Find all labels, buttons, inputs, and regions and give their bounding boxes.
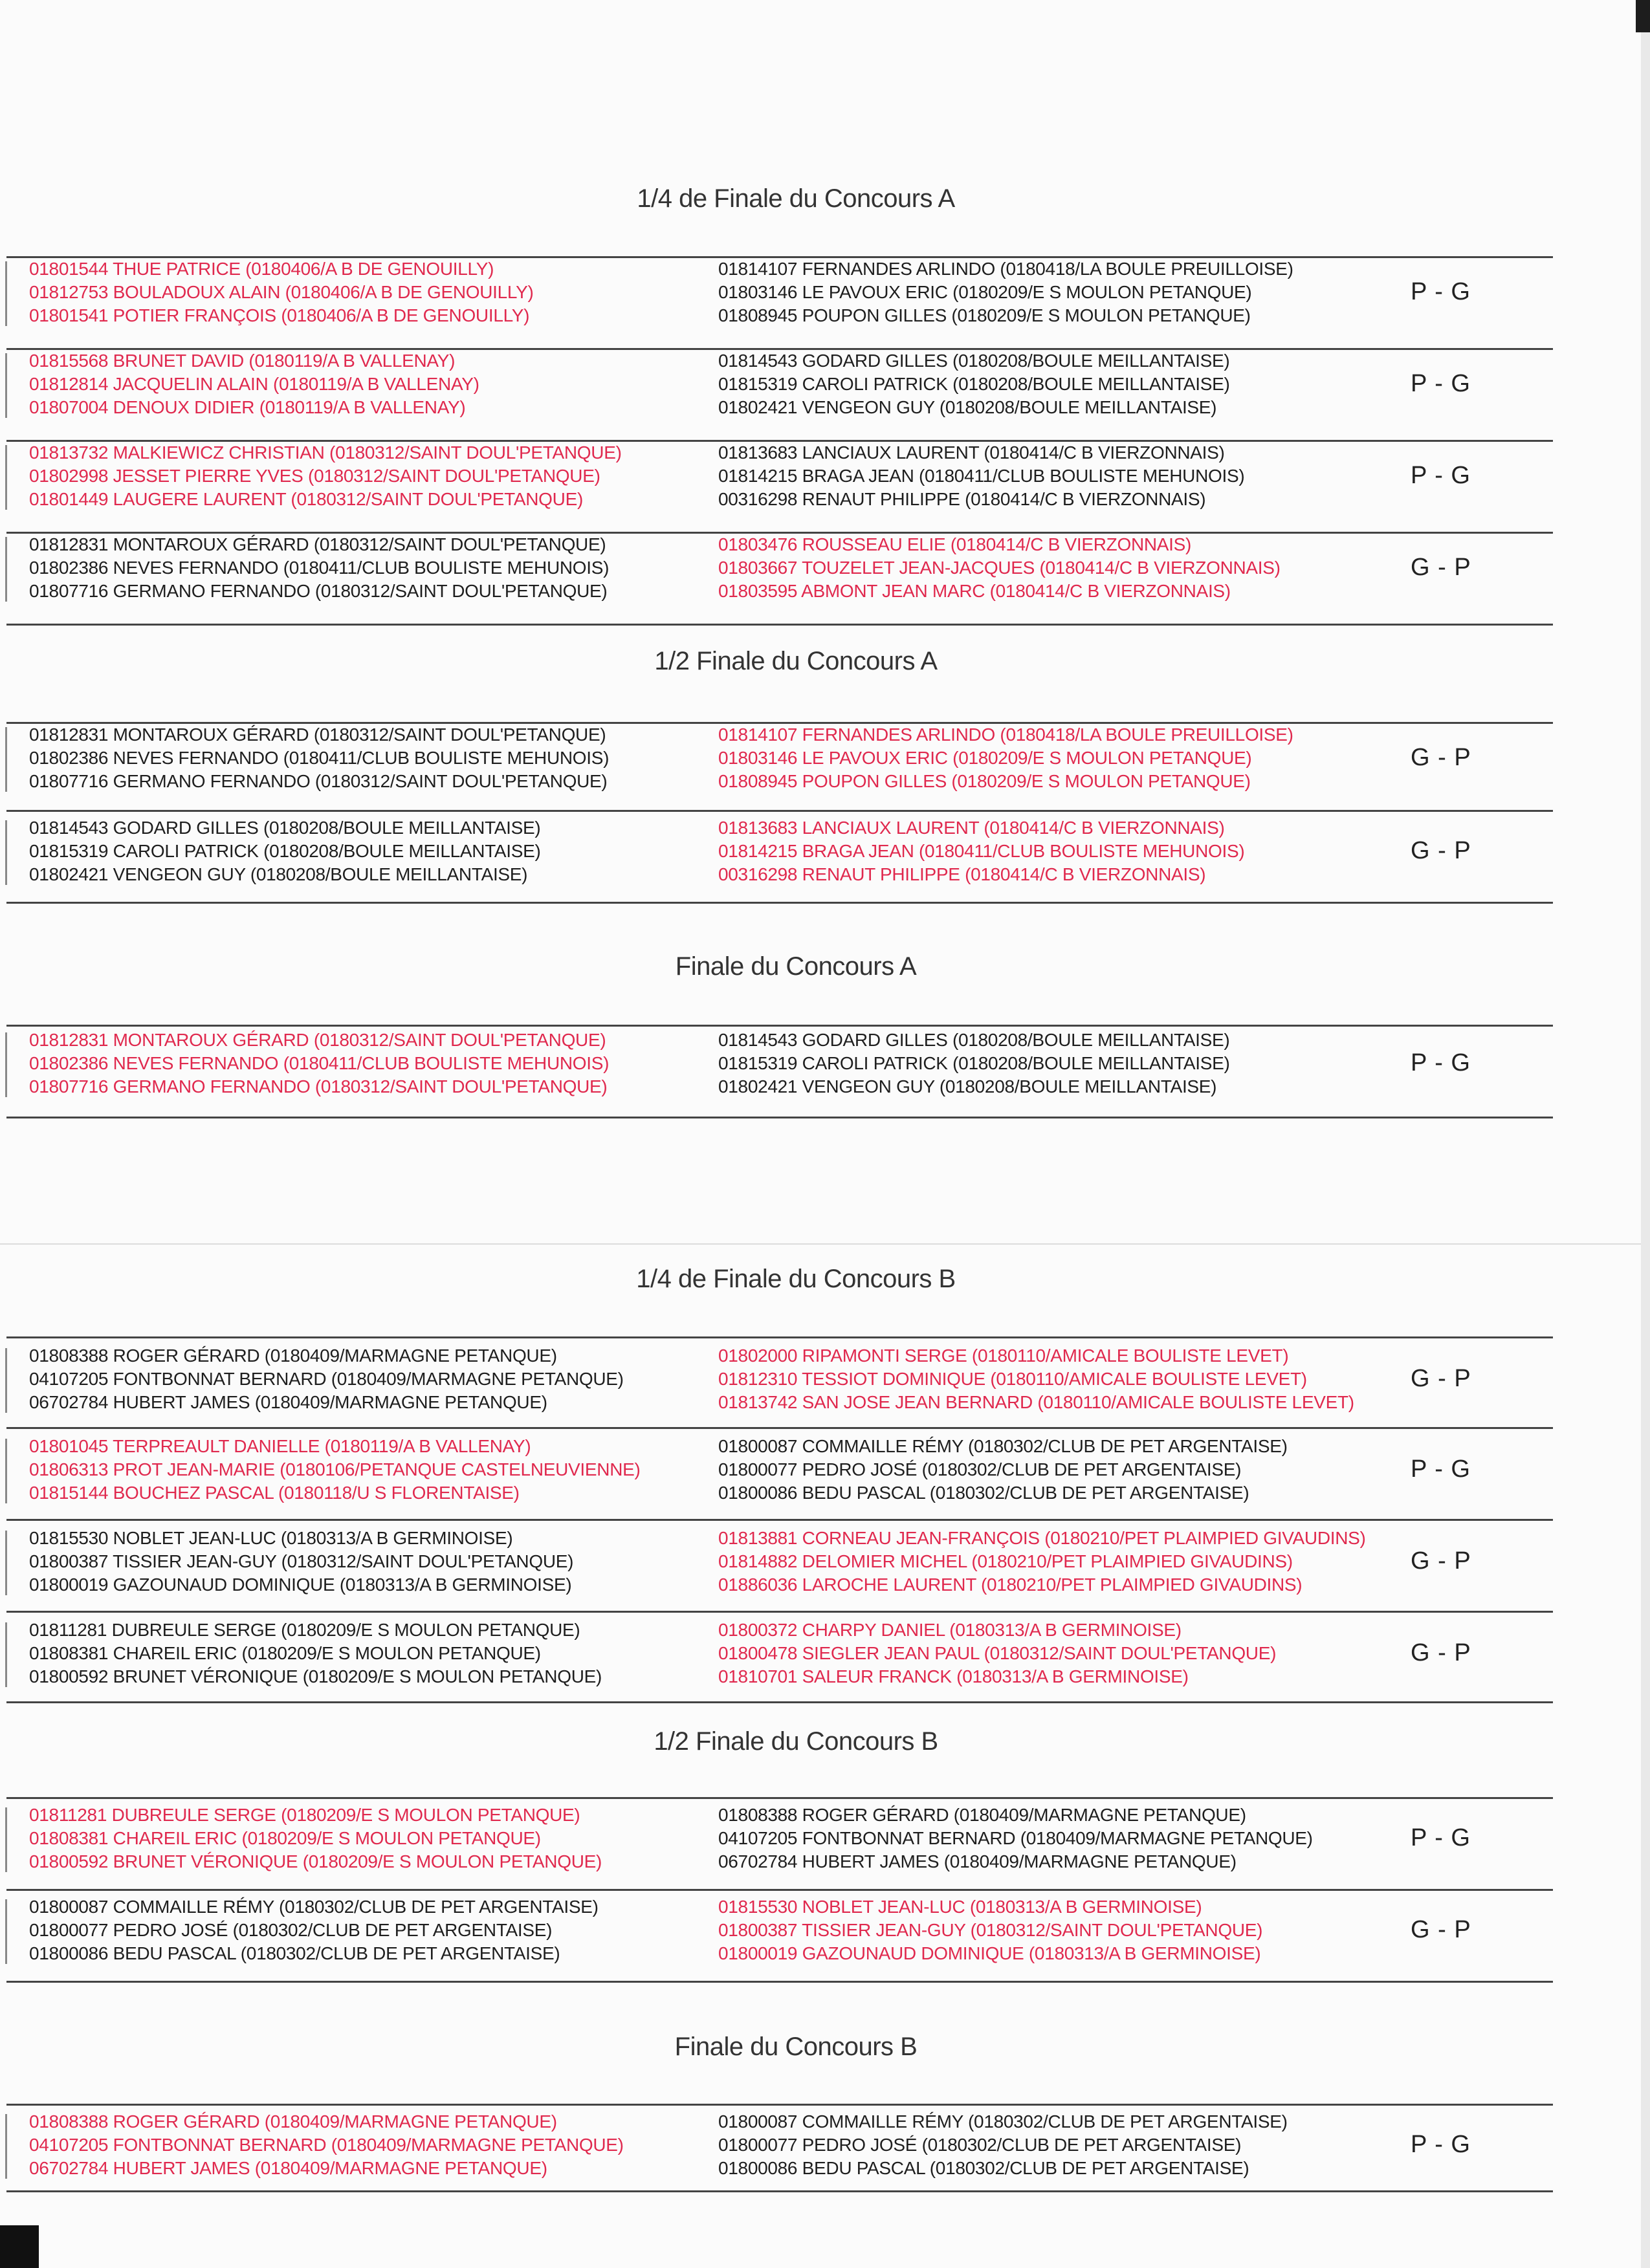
player-entry: 01812831 MONTAROUX GÉRARD (0180312/SAINT DOUL'PETANQUE) (29, 534, 606, 554)
player-entry: 06702784 HUBERT JAMES (0180409/MARMAGNE PETANQUE) (29, 1392, 547, 1412)
margin-mark (5, 1439, 7, 1503)
match-row (0, 723, 1553, 801)
player-entry: 01808388 ROGER GÉRARD (0180409/MARMAGNE PETANQUE) (718, 1805, 1246, 1825)
match-result: P - G (1411, 2131, 1471, 2158)
right-team (718, 1804, 1313, 1873)
player-entry: 01800087 COMMAILLE RÉMY (0180302/CLUB DE PET ARGENTAISE) (718, 1436, 1288, 1456)
match-row (0, 257, 1553, 335)
margin-mark (5, 2114, 7, 2179)
left-team (29, 1619, 602, 1688)
player-entry: 01800086 BEDU PASCAL (0180302/CLUB DE PET ARGENTAISE) (718, 2158, 1249, 2178)
left-team (29, 1895, 599, 1965)
player-entry: 01807716 GERMANO FERNANDO (0180312/SAINT DOUL'PETANQUE) (29, 771, 608, 791)
match-row (0, 441, 1553, 519)
match-row (0, 1344, 1553, 1422)
player-entry: 01802386 NEVES FERNANDO (0180411/CLUB BOULISTE MEHUNOIS) (29, 748, 610, 768)
player-entry: 04107205 FONTBONNAT BERNARD (0180409/MARMAGNE PETANQUE) (29, 1369, 624, 1389)
match-result: P - G (1411, 1824, 1471, 1851)
left-team (29, 257, 534, 327)
player-entry: 01800086 BEDU PASCAL (0180302/CLUB DE PET ARGENTAISE) (29, 1943, 560, 1963)
player-entry: 01802421 VENGEON GUY (0180208/BOULE MEILLANTAISE) (718, 397, 1217, 417)
player-entry: 01801541 POTIER FRANÇOIS (0180406/A B DE GENOUILLY) (29, 305, 530, 325)
divider-line (6, 1981, 1553, 1983)
player-entry: 01814882 DELOMIER MICHEL (0180210/PET PLAIMPIED GIVAUDINS) (718, 1551, 1293, 1571)
left-team (29, 1344, 624, 1414)
divider-line (6, 2190, 1553, 2192)
right-team (718, 723, 1293, 793)
match-result: P - G (1411, 1049, 1471, 1076)
section-title: 1/2 Finale du Concours B (654, 1727, 938, 1756)
player-entry: 01803476 ROUSSEAU ELIE (0180414/C B VIERZONNAIS) (718, 534, 1192, 554)
player-entry: 01813742 SAN JOSE JEAN BERNARD (0180110/AMICALE BOULISTE LEVET) (718, 1392, 1354, 1412)
left-team (29, 2110, 624, 2180)
player-entry: 01802000 RIPAMONTI SERGE (0180110/AMICALE BOULISTE LEVET) (718, 1346, 1289, 1366)
player-entry: 01807716 GERMANO FERNANDO (0180312/SAINT DOUL'PETANQUE) (29, 1076, 608, 1096)
player-entry: 01803595 ABMONT JEAN MARC (0180414/C B VIERZONNAIS) (718, 581, 1231, 601)
divider-line (6, 1336, 1553, 1338)
section-title: Finale du Concours A (675, 952, 917, 981)
player-entry: 01807004 DENOUX DIDIER (0180119/A B VALLENAY) (29, 397, 466, 417)
divider-line (6, 1427, 1553, 1429)
player-entry: 01808388 ROGER GÉRARD (0180409/MARMAGNE PETANQUE) (29, 1346, 557, 1366)
margin-mark (5, 1348, 7, 1413)
divider-line (6, 810, 1553, 812)
match-result: G - P (1411, 1639, 1471, 1666)
player-entry: 01800387 TISSIER JEAN-GUY (0180312/SAINT DOUL'PETANQUE) (29, 1551, 574, 1571)
player-entry: 01814543 GODARD GILLES (0180208/BOULE MEILLANTAISE) (718, 351, 1230, 371)
player-entry: 01813881 CORNEAU JEAN-FRANÇOIS (0180210/PET PLAIMPIED GIVAUDINS) (718, 1528, 1366, 1548)
divider-line (6, 902, 1553, 904)
match-row (0, 533, 1553, 611)
left-team (29, 441, 622, 511)
divider-line (6, 1611, 1553, 1613)
player-entry: 01810701 SALEUR FRANCK (0180313/A B GERMINOISE) (718, 1666, 1189, 1686)
player-entry: 01803667 TOUZELET JEAN-JACQUES (0180414/C B VIERZONNAIS) (718, 558, 1281, 578)
match-result: G - P (1411, 1547, 1471, 1575)
left-team (29, 349, 479, 419)
player-entry: 01886036 LAROCHE LAURENT (0180210/PET PLAIMPIED GIVAUDINS) (718, 1575, 1303, 1595)
player-entry: 01815530 NOBLET JEAN-LUC (0180313/A B GERMINOISE) (718, 1897, 1202, 1917)
right-team (718, 2110, 1288, 2180)
player-entry: 01800087 COMMAILLE RÉMY (0180302/CLUB DE PET ARGENTAISE) (29, 1897, 599, 1917)
scan-border (0, 2225, 39, 2268)
divider-line (6, 1701, 1553, 1703)
player-entry: 01808945 POUPON GILLES (0180209/E S MOULON PETANQUE) (718, 771, 1251, 791)
player-entry: 01800077 PEDRO JOSÉ (0180302/CLUB DE PET ARGENTAISE) (718, 2135, 1242, 2155)
match-row (0, 1804, 1553, 1881)
margin-mark (5, 353, 7, 418)
player-entry: 01801449 LAUGERE LAURENT (0180312/SAINT DOUL'PETANQUE) (29, 489, 583, 509)
divider-line (6, 624, 1553, 626)
player-entry: 01800478 SIEGLER JEAN PAUL (0180312/SAINT DOUL'PETANQUE) (718, 1643, 1277, 1663)
right-team (718, 257, 1293, 327)
player-entry: 01815530 NOBLET JEAN-LUC (0180313/A B GERMINOISE) (29, 1528, 513, 1548)
player-entry: 01800077 PEDRO JOSÉ (0180302/CLUB DE PET ARGENTAISE) (29, 1920, 553, 1940)
match-result: G - P (1411, 1365, 1471, 1392)
left-team (29, 1029, 609, 1098)
left-team (29, 1435, 641, 1505)
right-team (718, 533, 1281, 603)
section-title: 1/4 de Finale du Concours A (637, 184, 955, 213)
match-result: G - P (1411, 744, 1471, 771)
match-row (0, 816, 1553, 894)
match-row (0, 349, 1553, 427)
player-entry: 01812310 TESSIOT DOMINIQUE (0180110/AMICALE BOULISTE LEVET) (718, 1369, 1307, 1389)
player-entry: 01813683 LANCIAUX LAURENT (0180414/C B VIERZONNAIS) (718, 818, 1225, 838)
margin-mark (5, 1622, 7, 1687)
match-result: P - G (1411, 462, 1471, 489)
player-entry: 01801544 THUE PATRICE (0180406/A B DE GENOUILLY) (29, 259, 494, 279)
left-team (29, 533, 609, 603)
player-entry: 01806313 PROT JEAN-MARIE (0180106/PETANQUE CASTELNEUVIENNE) (29, 1459, 641, 1479)
player-entry: 01800019 GAZOUNAUD DOMINIQUE (0180313/A B GERMINOISE) (29, 1575, 572, 1595)
match-row (0, 1435, 1553, 1512)
player-entry: 01811281 DUBREULE SERGE (0180209/E S MOULON PETANQUE) (29, 1620, 580, 1640)
match-row (0, 1619, 1553, 1696)
margin-mark (5, 537, 7, 602)
match-result: P - G (1411, 278, 1471, 305)
player-entry: 01800087 COMMAILLE RÉMY (0180302/CLUB DE PET ARGENTAISE) (718, 2111, 1288, 2132)
margin-mark (5, 261, 7, 326)
divider-line (6, 1519, 1553, 1521)
player-entry: 01802421 VENGEON GUY (0180208/BOULE MEILLANTAISE) (29, 864, 528, 884)
right-team (718, 1527, 1366, 1597)
match-row (0, 1029, 1553, 1106)
match-row (0, 1527, 1553, 1604)
player-entry: 00316298 RENAUT PHILIPPE (0180414/C B VIERZONNAIS) (718, 489, 1206, 509)
player-entry: 01814215 BRAGA JEAN (0180411/CLUB BOULISTE MEHUNOIS) (718, 841, 1245, 861)
match-result: G - P (1411, 554, 1471, 581)
player-entry: 00316298 RENAUT PHILIPPE (0180414/C B VIERZONNAIS) (718, 864, 1206, 884)
divider-line (6, 1117, 1553, 1118)
margin-mark (5, 445, 7, 510)
match-row (0, 2110, 1553, 2188)
match-row (0, 1895, 1553, 1973)
player-entry: 01803146 LE PAVOUX ERIC (0180209/E S MOULON PETANQUE) (718, 282, 1252, 302)
margin-mark (5, 1531, 7, 1595)
player-entry: 01812753 BOULADOUX ALAIN (0180406/A B DE GENOUILLY) (29, 282, 534, 302)
right-team (718, 349, 1230, 419)
player-entry: 01813732 MALKIEWICZ CHRISTIAN (0180312/SAINT DOUL'PETANQUE) (29, 442, 622, 463)
left-team (29, 1527, 573, 1597)
player-entry: 01800592 BRUNET VÉRONIQUE (0180209/E S MOULON PETANQUE) (29, 1851, 602, 1871)
player-entry: 01811281 DUBREULE SERGE (0180209/E S MOULON PETANQUE) (29, 1805, 580, 1825)
divider-line (6, 2104, 1553, 2106)
player-entry: 01815319 CAROLI PATRICK (0180208/BOULE MEILLANTAISE) (718, 1053, 1230, 1073)
right-team (718, 1619, 1276, 1688)
player-entry: 01814543 GODARD GILLES (0180208/BOULE MEILLANTAISE) (718, 1030, 1230, 1050)
left-team (29, 723, 609, 793)
player-entry: 01802386 NEVES FERNANDO (0180411/CLUB BOULISTE MEHUNOIS) (29, 558, 610, 578)
margin-mark (5, 820, 7, 885)
divider-line (6, 1797, 1553, 1799)
player-entry: 01812831 MONTAROUX GÉRARD (0180312/SAINT DOUL'PETANQUE) (29, 1030, 606, 1050)
player-entry: 01800592 BRUNET VÉRONIQUE (0180209/E S MOULON PETANQUE) (29, 1666, 602, 1686)
left-team (29, 816, 541, 886)
player-entry: 01800372 CHARPY DANIEL (0180313/A B GERMINOISE) (718, 1620, 1182, 1640)
player-entry: 01808388 ROGER GÉRARD (0180409/MARMAGNE PETANQUE) (29, 2111, 557, 2132)
right-team (718, 816, 1244, 886)
player-entry: 06702784 HUBERT JAMES (0180409/MARMAGNE PETANQUE) (718, 1851, 1237, 1871)
player-entry: 01813683 LANCIAUX LAURENT (0180414/C B VIERZONNAIS) (718, 442, 1225, 463)
player-entry: 01815568 BRUNET DAVID (0180119/A B VALLENAY) (29, 351, 456, 371)
player-entry: 01800086 BEDU PASCAL (0180302/CLUB DE PET ARGENTAISE) (718, 1483, 1249, 1503)
player-entry: 01800077 PEDRO JOSÉ (0180302/CLUB DE PET ARGENTAISE) (718, 1459, 1242, 1479)
right-team (718, 1029, 1230, 1098)
page-edge (1641, 0, 1650, 2268)
player-entry: 01814107 FERNANDES ARLINDO (0180418/LA BOULE PREUILLOISE) (718, 259, 1293, 279)
player-entry: 01802998 JESSET PIERRE YVES (0180312/SAINT DOUL'PETANQUE) (29, 466, 600, 486)
player-entry: 01812831 MONTAROUX GÉRARD (0180312/SAINT DOUL'PETANQUE) (29, 725, 606, 745)
divider-line (6, 1889, 1553, 1891)
player-entry: 06702784 HUBERT JAMES (0180409/MARMAGNE PETANQUE) (29, 2158, 547, 2178)
player-entry: 01807716 GERMANO FERNANDO (0180312/SAINT DOUL'PETANQUE) (29, 581, 608, 601)
player-entry: 01803146 LE PAVOUX ERIC (0180209/E S MOULON PETANQUE) (718, 748, 1252, 768)
right-team (718, 1344, 1354, 1414)
player-entry: 01815319 CAROLI PATRICK (0180208/BOULE MEILLANTAISE) (29, 841, 541, 861)
right-team (718, 1895, 1262, 1965)
margin-mark (5, 1899, 7, 1964)
player-entry: 01814215 BRAGA JEAN (0180411/CLUB BOULISTE MEHUNOIS) (718, 466, 1245, 486)
player-entry: 01802421 VENGEON GUY (0180208/BOULE MEILLANTAISE) (718, 1076, 1217, 1096)
player-entry: 01814543 GODARD GILLES (0180208/BOULE MEILLANTAISE) (29, 818, 541, 838)
page-fold-line (0, 1243, 1641, 1245)
player-entry: 01812814 JACQUELIN ALAIN (0180119/A B VALLENAY) (29, 374, 479, 394)
player-entry: 01808381 CHAREIL ERIC (0180209/E S MOULON PETANQUE) (29, 1643, 541, 1663)
section-title: 1/4 de Finale du Concours B (636, 1265, 956, 1293)
right-team (718, 1435, 1288, 1505)
player-entry: 01814107 FERNANDES ARLINDO (0180418/LA BOULE PREUILLOISE) (718, 725, 1293, 745)
margin-mark (5, 1032, 7, 1097)
player-entry: 04107205 FONTBONNAT BERNARD (0180409/MARMAGNE PETANQUE) (718, 1828, 1313, 1848)
player-entry: 01801045 TERPREAULT DANIELLE (0180119/A B VALLENAY) (29, 1436, 531, 1456)
match-result: G - P (1411, 837, 1471, 864)
player-entry: 01800019 GAZOUNAUD DOMINIQUE (0180313/A B GERMINOISE) (718, 1943, 1261, 1963)
player-entry: 01808381 CHAREIL ERIC (0180209/E S MOULON PETANQUE) (29, 1828, 541, 1848)
player-entry: 01808945 POUPON GILLES (0180209/E S MOULON PETANQUE) (718, 305, 1251, 325)
match-result: P - G (1411, 1456, 1471, 1483)
player-entry: 04107205 FONTBONNAT BERNARD (0180409/MARMAGNE PETANQUE) (29, 2135, 624, 2155)
section-title: Finale du Concours B (674, 2033, 918, 2061)
player-entry: 01800387 TISSIER JEAN-GUY (0180312/SAINT DOUL'PETANQUE) (718, 1920, 1263, 1940)
player-entry: 01815319 CAROLI PATRICK (0180208/BOULE MEILLANTAISE) (718, 374, 1230, 394)
player-entry: 01802386 NEVES FERNANDO (0180411/CLUB BOULISTE MEHUNOIS) (29, 1053, 610, 1073)
section-title: 1/2 Finale du Concours A (654, 647, 938, 675)
match-result: G - P (1411, 1916, 1471, 1943)
margin-mark (5, 727, 7, 792)
right-team (718, 441, 1244, 511)
left-team (29, 1804, 602, 1873)
divider-line (6, 1025, 1553, 1027)
player-entry: 01815144 BOUCHEZ PASCAL (0180118/U S FLORENTAISE) (29, 1483, 520, 1503)
margin-mark (5, 1807, 7, 1872)
scan-corner (1636, 0, 1650, 32)
match-result: P - G (1411, 370, 1471, 397)
